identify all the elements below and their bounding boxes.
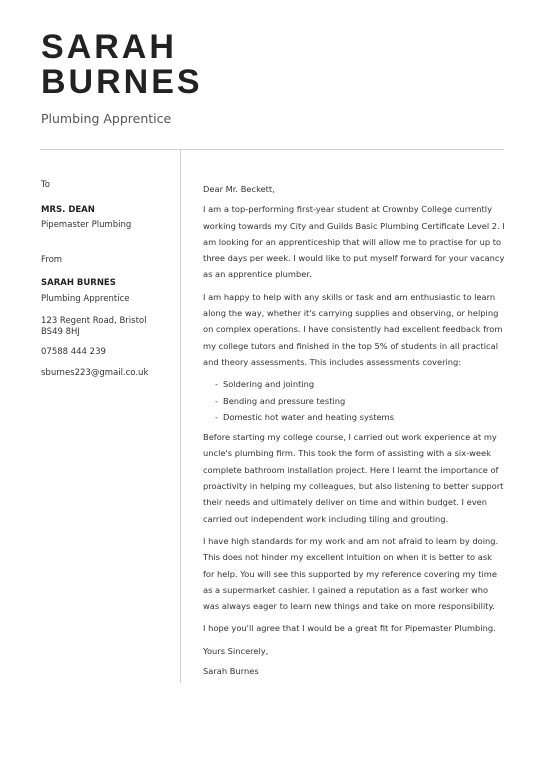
salutation: Dear Mr. Beckett,	[203, 184, 275, 194]
sender-phone: 07588 444 239	[41, 347, 106, 357]
paragraph-experience: Before starting my college course, I carried out work experience at my uncle's plumbing firm. This took the form of assisting with a six-week complete bathroom installation project. Here I learnt the importance of proactivity in helping my colleagues, but also listening to better support their needs and ultimately deliver on time and within budget. I even carried out independent work including tiling and grouting.	[203, 432, 504, 524]
last-name: BURNES	[41, 63, 203, 101]
vertical-divider	[180, 149, 181, 683]
recipient-company: Pipemaster Plumbing	[41, 220, 132, 230]
assessment-list	[203, 376, 505, 425]
signature: Sarah Burnes	[203, 666, 259, 677]
list-item: - Soldering and jointing	[215, 376, 505, 392]
list-item: - Bending and pressure testing	[215, 393, 505, 409]
paragraph-intro: I am a top-performing first-year student at Crownby College currently working towards my City and Guilds Basic Plumbing Certificate Level 2. I am looking for an apprenticeship that will allow me to practise for up to three days per week. I would like to put myself forward for your vacancy as an apprentice plumber.	[203, 204, 505, 280]
closing: Yours Sincerely,	[203, 645, 269, 656]
first-name: SARAH	[41, 28, 177, 66]
paragraph-standards: I have high standards for my work and am not afraid to learn by doing. This does not hinder my excellent intuition on when it is better to ask for help. You will see this supported by my reference covering my time as a supermarket cashier. I gained a reputation as a fast worker who was always eager to learn new things and take on more responsibility.	[203, 535, 499, 612]
from-label: From	[41, 255, 63, 265]
horizontal-divider	[40, 149, 504, 150]
recipient-name: MRS. DEAN	[41, 205, 95, 215]
sender-name: SARAH BURNES	[41, 278, 116, 288]
sender-email[interactable]: sburnes223@gmail.co.uk	[41, 368, 149, 378]
job-title: Plumbing Apprentice	[41, 111, 172, 126]
list-item: - Domestic hot water and heating systems	[215, 409, 505, 425]
to-label: To	[41, 180, 50, 190]
letter-body	[203, 181, 505, 685]
sender-role: Plumbing Apprentice	[41, 294, 130, 304]
paragraph-conclusion: I hope you'll agree that I would be a great fit for Pipemaster Plumbing.	[203, 623, 496, 634]
paragraph-skills: I am happy to help with any skills or task and am enthusiastic to learn along the way, whether it's carrying supplies and observing, or helping on complex operations. I have consistently had excellent feedback from my college tutors and finished in the top 5% of students in all practical and theory assessments. This includes assessments covering:	[203, 291, 503, 367]
candidate-name	[41, 30, 203, 100]
sender-address: 123 Regent Road, Bristol BS49 8HJ	[41, 316, 147, 337]
